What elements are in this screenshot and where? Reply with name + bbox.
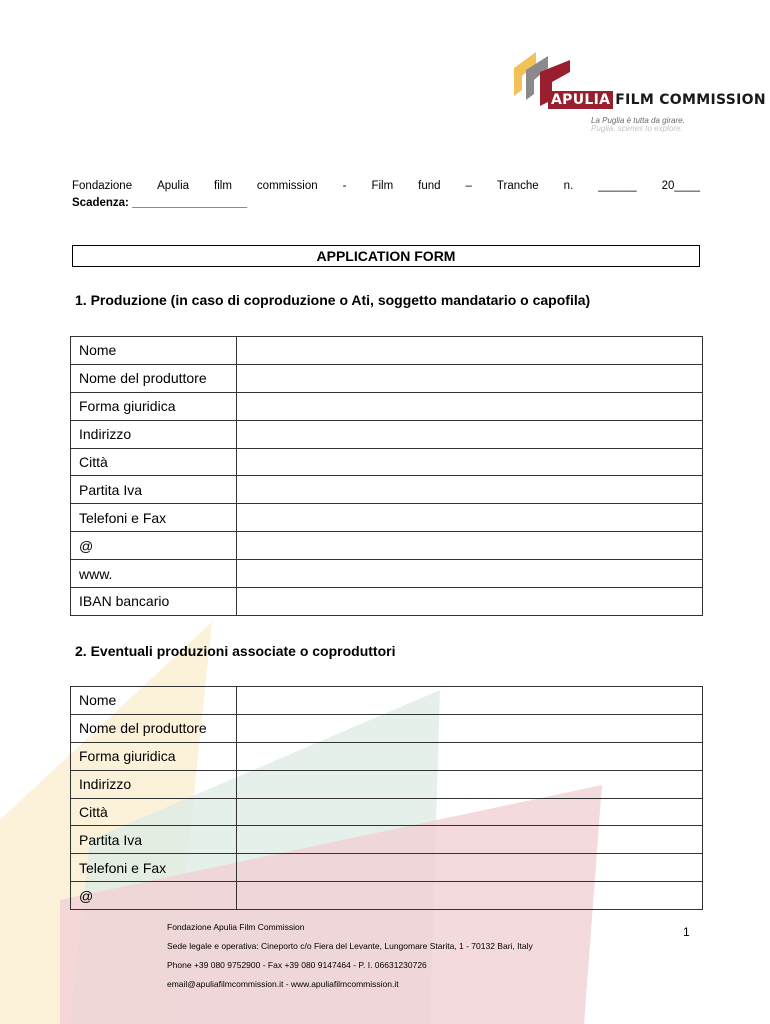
table-row (71, 854, 703, 882)
field-value-input[interactable] (237, 882, 703, 910)
year-field[interactable]: 20____ (661, 180, 700, 192)
field-label: Telefoni e Fax (71, 854, 237, 882)
section1-table (70, 336, 703, 616)
table-row (71, 532, 703, 560)
header-word: Tranche (496, 180, 539, 192)
table-row (71, 560, 703, 588)
field-label: @ (71, 532, 237, 560)
field-label: Telefoni e Fax (71, 504, 237, 532)
table-row (71, 714, 703, 742)
field-label: Nome (71, 337, 237, 365)
section1-title: 1. Produzione (in caso di coproduzione o Ati, soggetto mandatario o capofila) (75, 292, 591, 308)
table-row (71, 504, 703, 532)
field-value-input[interactable] (237, 364, 703, 392)
footer-org: Fondazione Apulia Film Commission (167, 922, 305, 932)
logo-brand-apulia: APULIA (548, 91, 613, 109)
table-row (71, 687, 703, 715)
header-line (72, 180, 700, 192)
section2-table (70, 686, 703, 910)
field-value-input[interactable] (237, 588, 703, 616)
footer-address: Sede legale e operativa: Cineporto c/o Fiera del Levante, Lungomare Starita, 1 - 70132 Bari, Italy (167, 941, 533, 951)
field-label: Città (71, 448, 237, 476)
table-row (71, 337, 703, 365)
header-word: n. (563, 180, 574, 192)
table-row (71, 742, 703, 770)
table-row (71, 798, 703, 826)
field-label: www. (71, 560, 237, 588)
field-value-input[interactable] (237, 337, 703, 365)
field-label: Nome del produttore (71, 714, 237, 742)
field-label: Nome (71, 687, 237, 715)
field-value-input[interactable] (237, 826, 703, 854)
field-value-input[interactable] (237, 687, 703, 715)
field-value-input[interactable] (237, 448, 703, 476)
logo-brand-film: FILM COMMISSION (615, 92, 766, 108)
field-value-input[interactable] (237, 560, 703, 588)
field-value-input[interactable] (237, 420, 703, 448)
field-label: Nome del produttore (71, 364, 237, 392)
logo-wordmark (548, 92, 766, 108)
header-word: fund (418, 180, 441, 192)
field-value-input[interactable] (237, 392, 703, 420)
field-label: Città (71, 798, 237, 826)
field-value-input[interactable] (237, 504, 703, 532)
field-label: Partita Iva (71, 476, 237, 504)
table-row (71, 420, 703, 448)
footer (167, 918, 533, 994)
field-value-input[interactable] (237, 532, 703, 560)
field-label: Indirizzo (71, 770, 237, 798)
field-label: IBAN bancario (71, 588, 237, 616)
table-row (71, 770, 703, 798)
header-word: commission (256, 180, 318, 192)
field-label: Forma giuridica (71, 392, 237, 420)
header-word: – (465, 180, 472, 192)
table-row (71, 476, 703, 504)
section2-title: 2. Eventuali produzioni associate o coproduttori (75, 643, 396, 659)
header-word: - (342, 180, 347, 192)
table-row (71, 448, 703, 476)
header-word: film (214, 180, 232, 192)
field-value-input[interactable] (237, 714, 703, 742)
scadenza-field[interactable]: Scadenza: __________________ (72, 197, 248, 209)
header-word: Film (371, 180, 394, 192)
table-row (71, 588, 703, 616)
field-value-input[interactable] (237, 476, 703, 504)
table-row (71, 826, 703, 854)
table-row (71, 882, 703, 910)
header-word: Fondazione (72, 180, 133, 192)
field-label: Forma giuridica (71, 742, 237, 770)
footer-contacts: email@apuliafilmcommission.it - www.apuliafilmcommission.it (167, 979, 399, 989)
logo-tagline-en: Puglia, scenes to explore. (591, 124, 683, 133)
field-label: @ (71, 882, 237, 910)
table-row (71, 364, 703, 392)
field-label: Indirizzo (71, 420, 237, 448)
field-label: Partita Iva (71, 826, 237, 854)
field-value-input[interactable] (237, 798, 703, 826)
page-number: 1 (683, 925, 690, 939)
field-value-input[interactable] (237, 854, 703, 882)
form-title: APPLICATION FORM (72, 245, 700, 267)
table-row (71, 392, 703, 420)
tranche-number-field[interactable]: ______ (598, 180, 637, 192)
header-word: Apulia (157, 180, 190, 192)
footer-phone: Phone +39 080 9752900 - Fax +39 080 9147464 - P. I. 06631230726 (167, 960, 427, 970)
logo-tagline: La Puglia è tutta da girare. (591, 116, 685, 125)
field-value-input[interactable] (237, 742, 703, 770)
field-value-input[interactable] (237, 770, 703, 798)
